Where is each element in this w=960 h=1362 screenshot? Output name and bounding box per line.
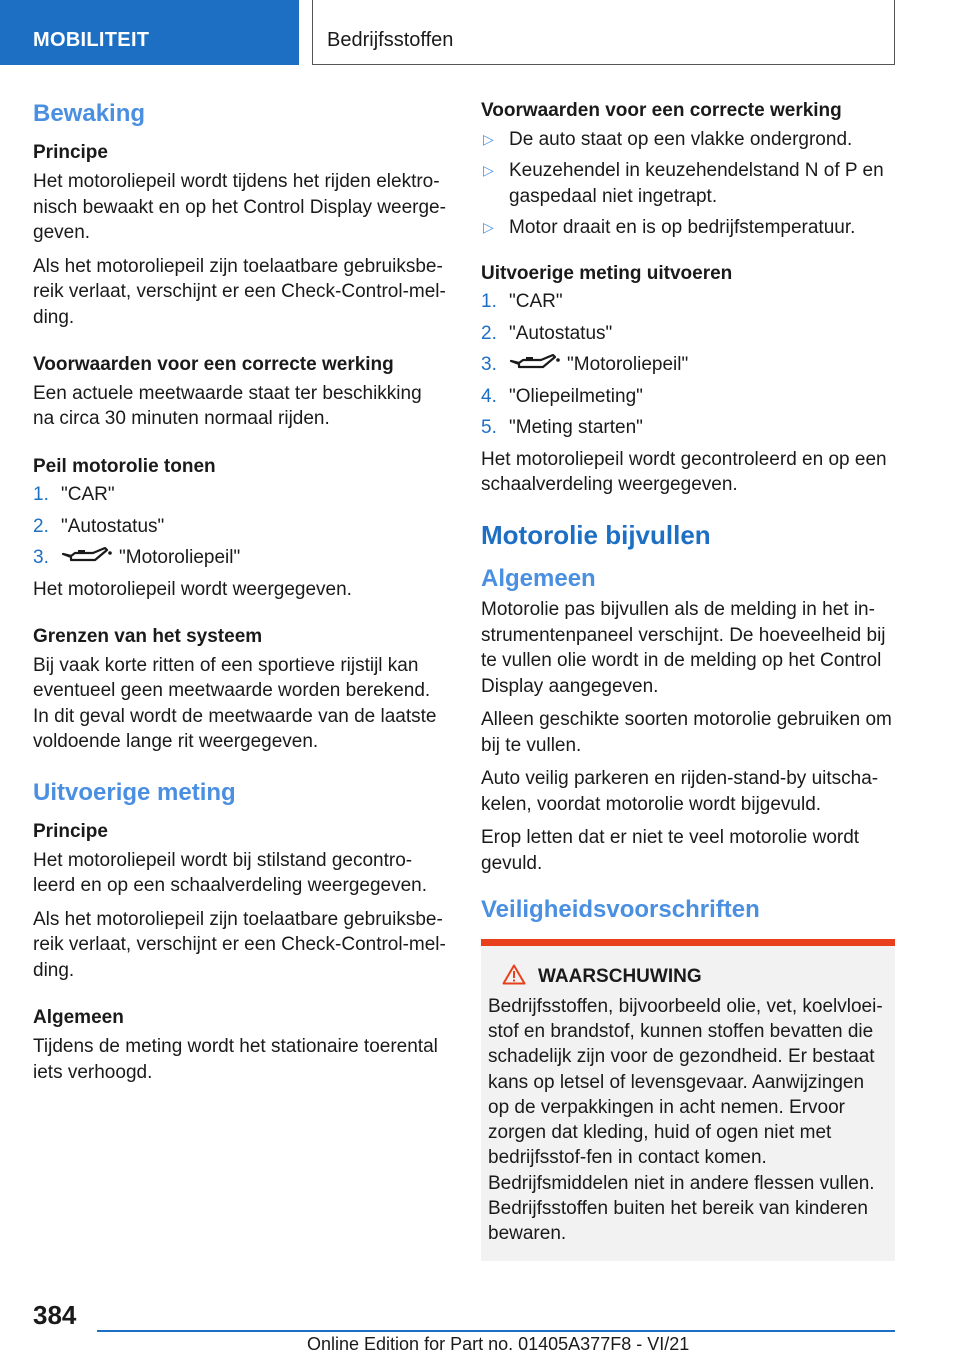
warning-title: WAARSCHUWING (538, 965, 702, 987)
section-label: MOBILITEIT (33, 29, 150, 51)
paragraph: Bij vaak korte ritten of een sportieve rijstijl kan eventueel geen meetwaarde worden berekend. In dit geval wordt de meetwaarde van de laatste voldoende lange rit weergegeven. (33, 654, 437, 753)
step-number: 3. (481, 354, 497, 376)
left-column (33, 98, 447, 1093)
list-item (481, 215, 895, 241)
step-text: "Oliepeilmeting" (509, 385, 643, 407)
list-item (33, 482, 447, 508)
paragraph: Als het motoroliepeil zijn toelaatbare gebruiksbe-reik verlaat, verschijnt er een Check-Control-mel-ding. (33, 255, 446, 328)
step-number: 1. (481, 291, 497, 313)
heading-principe: Principe (33, 821, 108, 843)
list-item (481, 127, 895, 153)
triangle-bullet-icon: ▷ (483, 219, 494, 236)
list-item (481, 384, 895, 410)
list-item (481, 415, 895, 441)
step-number: 2. (481, 322, 497, 344)
heading-veiligheidsvoorschriften: Veiligheidsvoorschriften (481, 896, 760, 924)
chapter-label: Bedrijfsstoffen (327, 29, 454, 51)
heading-voorwaarden: Voorwaarden voor een correcte werking (481, 100, 842, 121)
oil-can-icon (61, 547, 113, 567)
page-number: 384 (33, 1300, 77, 1330)
heading-motorolie-bijvullen: Motorolie bijvullen (481, 519, 711, 550)
paragraph: Het motoroliepeil wordt bij stilstand gecontro-leerd en op een schaalverdeling weergegeven. (33, 849, 427, 897)
step-number: 3. (33, 547, 49, 569)
item-text: Keuzehendel in keuzehendelstand N of P en gaspedaal niet ingetrapt. (509, 160, 884, 207)
step-text: "Motoroliepeil" (567, 354, 689, 376)
footer-divider (97, 1330, 895, 1332)
list-item (481, 321, 895, 347)
paragraph: Het motoroliepeil wordt tijdens het rijden elektro-nisch bewaakt en op het Control Display weerge-geven. (33, 171, 446, 244)
step-text: "CAR" (61, 484, 115, 506)
warning-text: Bedrijfsstoffen, bijvoorbeeld olie, vet, koelvloei-stof en brandstof, kunnen stoffen bevatten die schadelijk zijn voor de gezondheid. Er bestaat kans op letsel of levensgevaar. Aanwijzingen op de verpakkingen in acht nemen. Ervoor zorgen dat kleding, huid of ogen niet met bedrijfsstof-fen in contact komen. Bedrijfsmiddelen niet in andere flessen vullen. Bedrijfsstoffen buiten het bereik van kinderen bewaren. (488, 995, 883, 1245)
heading-peil-motorolie: Peil motorolie tonen (33, 455, 216, 477)
heading-principe: Principe (33, 142, 108, 164)
paragraph: Auto veilig parkeren en rijden-stand-by uitscha-kelen, voordat motorolie wordt bijgevuld. (481, 768, 879, 815)
list-item (481, 352, 895, 378)
chapter-header (312, 0, 895, 65)
step-number: 2. (33, 515, 49, 537)
item-text: De auto staat op een vlakke ondergrond. (509, 128, 853, 150)
step-text: "Autostatus" (61, 515, 165, 537)
triangle-bullet-icon: ▷ (483, 130, 494, 147)
paragraph: Als het motoroliepeil zijn toelaatbare gebruiksbe-reik verlaat, verschijnt er een Check-Control-mel-ding. (33, 908, 446, 981)
list-item (481, 289, 895, 315)
paragraph: Een actuele meetwaarde staat ter beschikking na circa 30 minuten normaal rijden. (33, 382, 422, 430)
step-text: "CAR" (509, 291, 563, 313)
list-item (33, 545, 447, 571)
right-column (481, 98, 895, 1261)
heading-grenzen: Grenzen van het systeem (33, 626, 263, 648)
item-text: Motor draait en is op bedrijfstemperatuur. (509, 217, 856, 239)
warning-triangle-icon (502, 964, 526, 985)
step-number: 1. (33, 484, 49, 506)
edition-note: Online Edition for Part no. 01405A377F8 - VI/21 (307, 1334, 690, 1354)
paragraph: Alleen geschikte soorten motorolie gebruiken om bij te vullen. (481, 709, 892, 756)
step-number: 4. (481, 385, 497, 407)
paragraph: Tijdens de meting wordt het stationaire toerental iets verhoogd. (33, 1036, 438, 1083)
step-text: "Meting starten" (509, 417, 643, 439)
heading-algemeen: Algemeen (481, 564, 596, 592)
list-item (481, 158, 895, 209)
heading-algemeen: Algemeen (33, 1007, 124, 1029)
heading-uitvoerige-meting: Uitvoerige meting (33, 778, 236, 806)
warning-box (481, 939, 895, 1261)
paragraph: Het motoroliepeil wordt weergegeven. (33, 578, 352, 600)
warning-header (488, 964, 887, 988)
paragraph: Erop letten dat er niet te veel motorolie wordt gevuld. (481, 827, 860, 874)
triangle-bullet-icon: ▷ (483, 162, 494, 179)
heading-voorwaarden: Voorwaarden voor een correcte werking (33, 354, 394, 376)
heading-bewaking: Bewaking (33, 100, 146, 127)
heading-uitvoeren: Uitvoerige meting uitvoeren (481, 262, 733, 284)
paragraph: Het motoroliepeil wordt gecontroleerd en op een schaalverdeling weergegeven. (481, 448, 887, 496)
paragraph: Motorolie pas bijvullen als de melding in het in-strumentenpaneel verschijnt. De hoeveelheid bij te vullen olie wordt in de melding op het Control Display aangegeven. (481, 599, 886, 697)
step-number: 5. (481, 417, 497, 439)
oil-can-icon (509, 354, 561, 374)
section-tab (0, 0, 299, 65)
list-item (33, 514, 447, 540)
step-text: "Autostatus" (509, 322, 613, 344)
step-text: "Motoroliepeil" (119, 547, 241, 569)
